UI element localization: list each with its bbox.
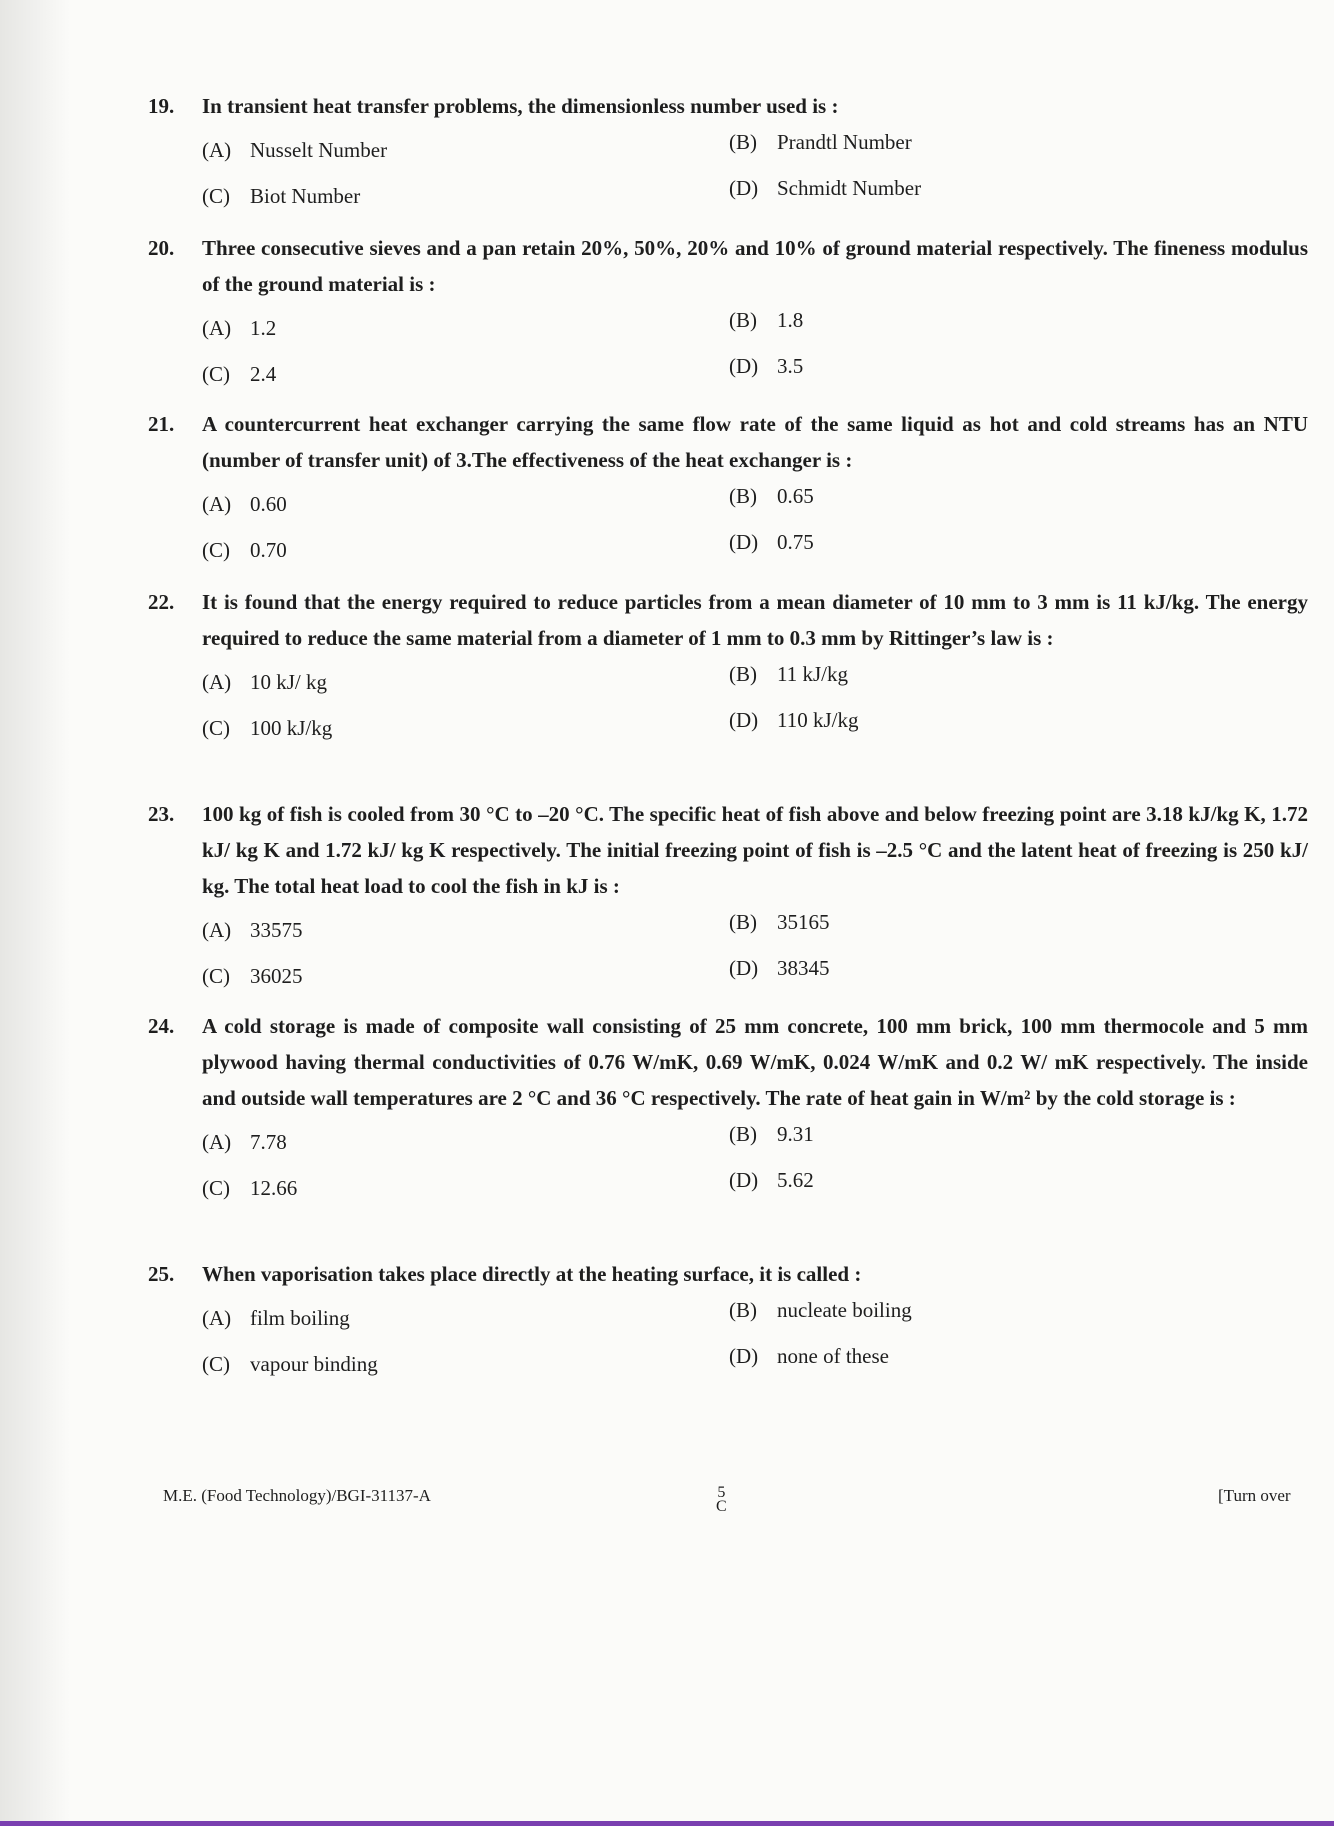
question-23 — [148, 796, 1308, 1008]
option-a: (A) film boiling — [202, 1306, 350, 1330]
option-a: (A) 0.60 — [202, 492, 287, 516]
question-text: It is found that the energy required to reduce particles from a mean diameter of 10 mm to 3 mm is 11 kJ/kg. The energy required to reduce the same material from a diameter of 1 mm to 0.3 mm by Rittinger’s law is : — [202, 590, 1308, 650]
question-21 — [148, 406, 1308, 582]
option-c: (C) Biot Number — [202, 184, 361, 208]
option-a: (A) 7.78 — [202, 1130, 287, 1154]
option-b: (B) Prandtl Number — [729, 130, 912, 154]
question-number: 22. — [148, 590, 175, 614]
question-19 — [148, 88, 1308, 228]
question-25 — [148, 1256, 1308, 1396]
option-b: (B) 1.8 — [729, 308, 804, 332]
question-text: 100 kg of fish is cooled from 30 °C to –20 °C. The specific heat of fish above and below freezing point are 3.18 kJ/kg K, 1.72 kJ/ kg K and 1.72 kJ/ kg K respectively. The initial freezing point of fish is –2.5 °C and the latent heat of freezing is 250 kJ/ kg. The total heat load to cool the fish in kJ is : — [202, 802, 1308, 898]
option-d: (D) 110 kJ/kg — [729, 708, 859, 732]
options — [202, 484, 1308, 582]
option-c: (C) 2.4 — [202, 362, 277, 386]
option-a: (A) 33575 — [202, 918, 303, 942]
paper-code: M.E. (Food Technology)/BGI-31137-A — [163, 1486, 431, 1505]
question-number: 24. — [148, 1014, 175, 1038]
option-d: (D) 5.62 — [729, 1168, 814, 1192]
question-22 — [148, 584, 1308, 760]
page-number: 5 C — [716, 1484, 727, 1515]
option-b: (B) nucleate boiling — [729, 1298, 912, 1322]
option-b: (B) 0.65 — [729, 484, 814, 508]
page-shadow — [0, 0, 70, 1826]
turn-over-label: [Turn over — [1218, 1486, 1291, 1505]
option-a: (A) 10 kJ/ kg — [202, 670, 328, 694]
question-number: 20. — [148, 236, 175, 260]
options — [202, 662, 1308, 760]
question-text: When vaporisation takes place directly at the heating surface, it is called : — [202, 1262, 862, 1286]
option-b: (B) 11 kJ/kg — [729, 662, 848, 686]
question-text: A countercurrent heat exchanger carrying the same flow rate of the same liquid as hot and cold streams has an NTU (number of transfer unit) of 3.The effectiveness of the heat exchanger is : — [202, 412, 1308, 472]
option-b: (B) 35165 — [729, 910, 830, 934]
options — [202, 308, 1308, 406]
option-c: (C) 0.70 — [202, 538, 287, 562]
option-c: (C) vapour binding — [202, 1352, 378, 1376]
option-d: (D) 38345 — [729, 956, 830, 980]
options — [202, 130, 1308, 228]
page-set: C — [716, 1498, 727, 1515]
option-d: (D) 0.75 — [729, 530, 814, 554]
question-20 — [148, 230, 1308, 406]
question-text: In transient heat transfer problems, the dimensionless number used is : — [202, 94, 839, 118]
option-d: (D) none of these — [729, 1344, 889, 1368]
option-d: (D) Schmidt Number — [729, 176, 922, 200]
option-b: (B) 9.31 — [729, 1122, 814, 1146]
option-c: (C) 100 kJ/kg — [202, 716, 333, 740]
question-number: 19. — [148, 94, 175, 118]
option-a: (A) Nusselt Number — [202, 138, 388, 162]
option-d: (D) 3.5 — [729, 354, 804, 378]
bottom-border — [0, 1821, 1334, 1826]
question-text: A cold storage is made of composite wall consisting of 25 mm concrete, 100 mm brick, 100 mm thermocole and 5 mm plywood having thermal conductivities of 0.76 W/mK, 0.69 W/mK, 0.024 W/mK and 0.2 W/ mK respectively. The inside and outside wall temperatures are 2 °C and 36 °C respectively. The rate of heat gain in W/m² by the cold storage is : — [202, 1014, 1308, 1110]
question-number: 23. — [148, 802, 175, 826]
options — [202, 910, 1308, 1008]
option-c: (C) 12.66 — [202, 1176, 298, 1200]
question-24 — [148, 1008, 1308, 1220]
option-c: (C) 36025 — [202, 964, 303, 988]
question-number: 25. — [148, 1262, 175, 1286]
question-text: Three consecutive sieves and a pan retain 20%, 50%, 20% and 10% of ground material respectively. The fineness modulus of the ground material is : — [202, 236, 1308, 296]
option-a: (A) 1.2 — [202, 316, 277, 340]
options — [202, 1298, 1308, 1396]
options — [202, 1122, 1308, 1220]
question-number: 21. — [148, 412, 175, 436]
